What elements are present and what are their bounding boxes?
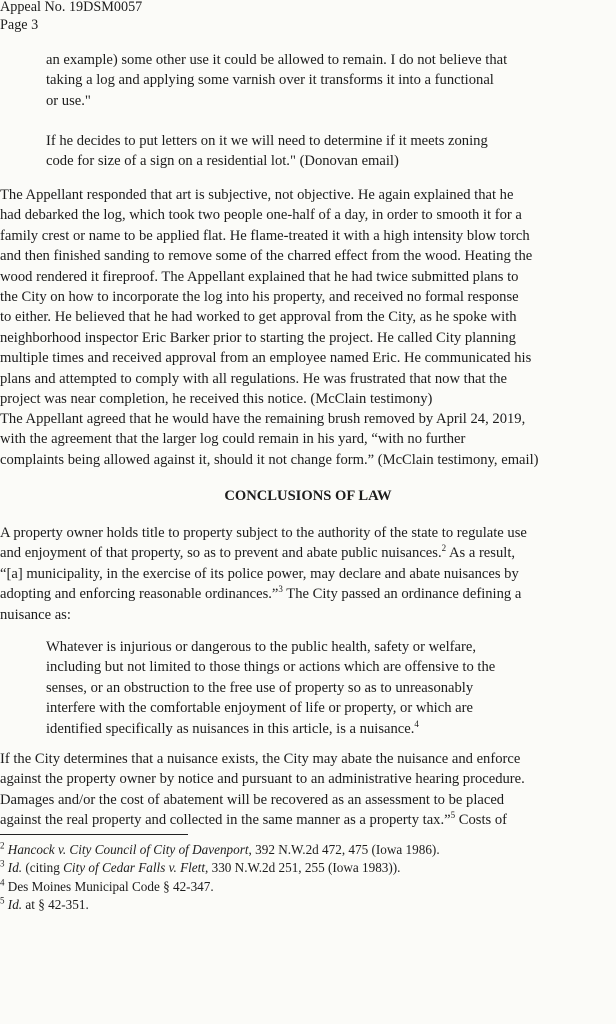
citation: , 330 N.W.2d 251, 255 (Iowa 1983)). xyxy=(205,860,401,876)
text-segment: adopting and enforcing reasonable ordinances.” xyxy=(0,586,279,603)
text-line: with the agreement that the larger log could remain in his yard, “with no further xyxy=(0,431,466,448)
text-line: had debarked the log, which took two people one-half of a day, in order to smooth it for a xyxy=(0,207,522,224)
footnotes xyxy=(0,841,616,914)
text-line: the City on how to incorporate the log into his property, and received no formal response xyxy=(0,289,519,306)
paragraph-appellant-agreed xyxy=(0,409,616,470)
text-line: neighborhood inspector Eric Barker prior to starting the project. He called City planning xyxy=(0,329,516,346)
block-quote-letters xyxy=(46,131,616,172)
text-line: an example) some other use it could be allowed to remain. I do not believe that xyxy=(46,52,508,68)
citation: , 392 N.W.2d 472, 475 (Iowa 1986). xyxy=(248,842,440,857)
text-line: nuisance as: xyxy=(0,606,71,623)
text-segment: and enjoyment of that property, so as to prevent and abate public nuisances. xyxy=(0,545,442,562)
text-segment: against the real property and collected in the same manner as a property tax.” xyxy=(0,812,451,829)
case-name: Hancock v. City Council of City of Davenport xyxy=(7,842,249,857)
id-signal: Id. xyxy=(7,896,23,912)
paragraph-appellant-response xyxy=(0,185,616,409)
citing-text: (citing xyxy=(22,860,64,876)
text-line: to either. He believed that he had worked to get approval from the City, as he spoke with xyxy=(0,309,517,326)
id-signal: Id. xyxy=(7,860,23,876)
footnote-number: 3 xyxy=(0,858,5,869)
text-line xyxy=(0,810,616,830)
text-line: plans and attempted to comply with all regulations. He was frustrated that now that the xyxy=(0,370,508,387)
ordinance-quote xyxy=(46,637,616,739)
text-line: wood rendered it fireproof. The Appellant explained that he had twice submitted plans to xyxy=(0,268,519,285)
text-line: taking a log and applying some varnish over it transforms it into a functional xyxy=(46,72,494,89)
text-line: “[a] municipality, in the exercise of its police power, may declare and abate nuisances by xyxy=(0,565,519,582)
footnote-ref-3: 3 xyxy=(278,584,283,595)
text-line: including but not limited to those things or actions which are offensive to the xyxy=(46,659,496,676)
text-line: against the property owner by notice and pursuant to an administrative hearing procedure. xyxy=(0,771,525,788)
text-line: project was near completion, he received this notice. (McClain testimony) xyxy=(0,391,433,408)
appeal-number: Appeal No. 19DSM0057 xyxy=(0,0,143,15)
footnote-number: 4 xyxy=(0,877,5,888)
text-line xyxy=(46,719,616,739)
text-line xyxy=(0,584,616,604)
text-segment: The City passed an ordinance defining a xyxy=(282,586,522,603)
footnote-number: 5 xyxy=(0,895,5,906)
case-name: City of Cedar Falls v. Flett xyxy=(63,860,205,876)
footnote-number: 2 xyxy=(0,840,5,851)
citation: Des Moines Municipal Code § 42-347. xyxy=(4,878,214,894)
paragraph-property-owner xyxy=(0,523,616,625)
page-header xyxy=(0,0,142,34)
footnote-5 xyxy=(0,896,616,914)
footnote-ref-4: 4 xyxy=(414,718,419,729)
text-line xyxy=(0,543,616,563)
text-line: Damages and/or the cost of abatement will be recovered as an assessment to be placed xyxy=(0,791,505,808)
footnote-ref-2: 2 xyxy=(441,543,447,554)
text-line: or use." xyxy=(46,92,91,109)
text-line: and then finished sanding to remove some of the charred effect from the wood. Heating the xyxy=(0,248,533,265)
section-heading: CONCLUSIONS OF LAW xyxy=(224,488,392,504)
text-line: A property owner holds title to property subject to the authority of the state to regulate use xyxy=(0,525,527,541)
text-line: complaints being allowed against it, should it not change form.” (McClain testimony, email) xyxy=(0,451,539,468)
text-line: If the City determines that a nuisance exists, the City may abate the nuisance and enforce xyxy=(0,751,521,767)
text-line: The Appellant agreed that he would have the remaining brush removed by April 24, 2019, xyxy=(0,411,526,427)
text-segment: Costs of xyxy=(455,812,508,829)
footnote-3 xyxy=(0,859,616,877)
footnote-2 xyxy=(0,841,616,859)
text-line: family crest or name to be applied flat. He flame-treated it with a high intensity blow torch xyxy=(0,227,530,244)
text-segment: As a result, xyxy=(446,545,516,562)
text-line: multiple times and received approval from an employee named Eric. He communicated his xyxy=(0,350,532,367)
text-segment: identified specifically as nuisances in this article, is a nuisance. xyxy=(46,720,415,737)
text-line: senses, or an obstruction to the free use of property so as to unreasonably xyxy=(46,679,474,696)
footnote-ref-5: 5 xyxy=(450,810,456,821)
citation: at § 42-351. xyxy=(22,896,89,912)
text-line: If he decides to put letters on it we will need to determine if it meets zoning xyxy=(46,133,488,149)
text-line: Whatever is injurious or dangerous to the public health, safety or welfare, xyxy=(46,639,476,655)
page-number: Page 3 xyxy=(0,17,39,33)
text-line: code for size of a sign on a residential lot." (Donovan email) xyxy=(46,153,399,170)
paragraph-abatement xyxy=(0,749,616,831)
footnote-4 xyxy=(0,878,616,896)
block-quote-continuation xyxy=(46,50,616,111)
text-line: interfere with the comfortable enjoyment of life or property, or which are xyxy=(46,700,473,717)
text-line: The Appellant responded that art is subjective, not objective. He again explained that he xyxy=(0,187,514,203)
footnote-divider xyxy=(0,834,188,835)
